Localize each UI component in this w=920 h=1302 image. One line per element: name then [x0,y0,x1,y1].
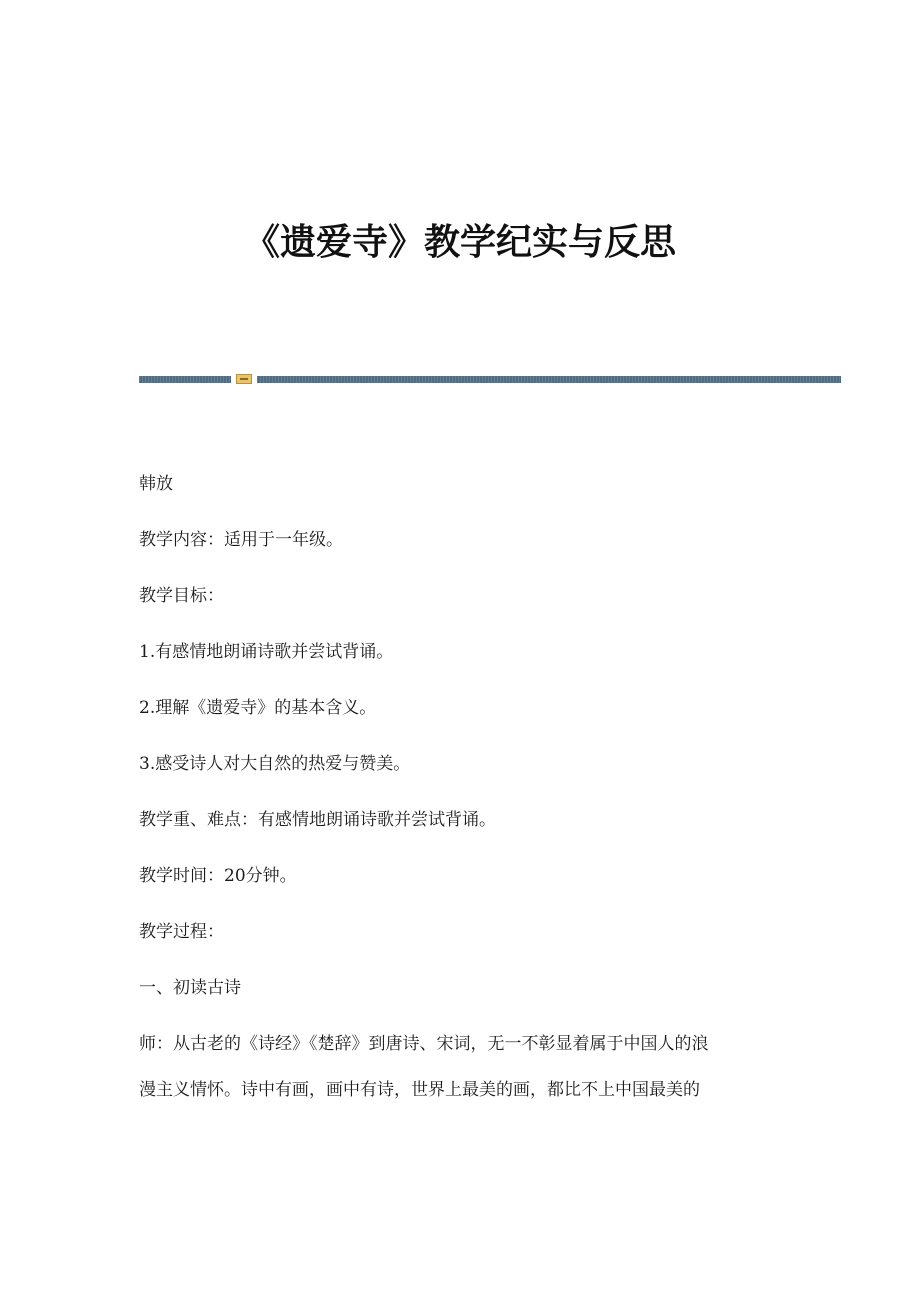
divider-bar-right [257,376,841,383]
teaching-content: 教学内容：适用于一年级。 [139,530,343,550]
key-difficulties: 教学重、难点：有感情地朗诵诗歌并尝试背诵。 [139,810,496,830]
paragraph-line-2: 漫主义情怀。诗中有画，画中有诗，世界上最美的画，都比不上中国最美的 [139,1080,700,1100]
goal-item-2: 2.理解《遗爱寺》的基本含义。 [139,698,377,718]
teaching-process-heading: 教学过程： [139,922,224,942]
goal-item-3: 3.感受诗人对大自然的热爱与赞美。 [139,754,411,774]
goal-item-1: 1.有感情地朗诵诗歌并尝试背诵。 [139,642,394,662]
author-name: 韩放 [139,474,173,494]
paragraph-line-1: 师：从古老的《诗经》《楚辞》到唐诗、宋词，无一不彰显着属于中国人的浪 [139,1034,709,1054]
title-divider [139,373,841,385]
section-heading-1: 一、初读古诗 [139,978,241,998]
divider-ornament-icon [236,374,252,384]
divider-bar-left [139,376,231,383]
teaching-time: 教学时间：20分钟。 [139,866,297,886]
teaching-goals-heading: 教学目标： [139,586,224,606]
document-title: 《遗爱寺》教学纪实与反思 [243,221,676,263]
